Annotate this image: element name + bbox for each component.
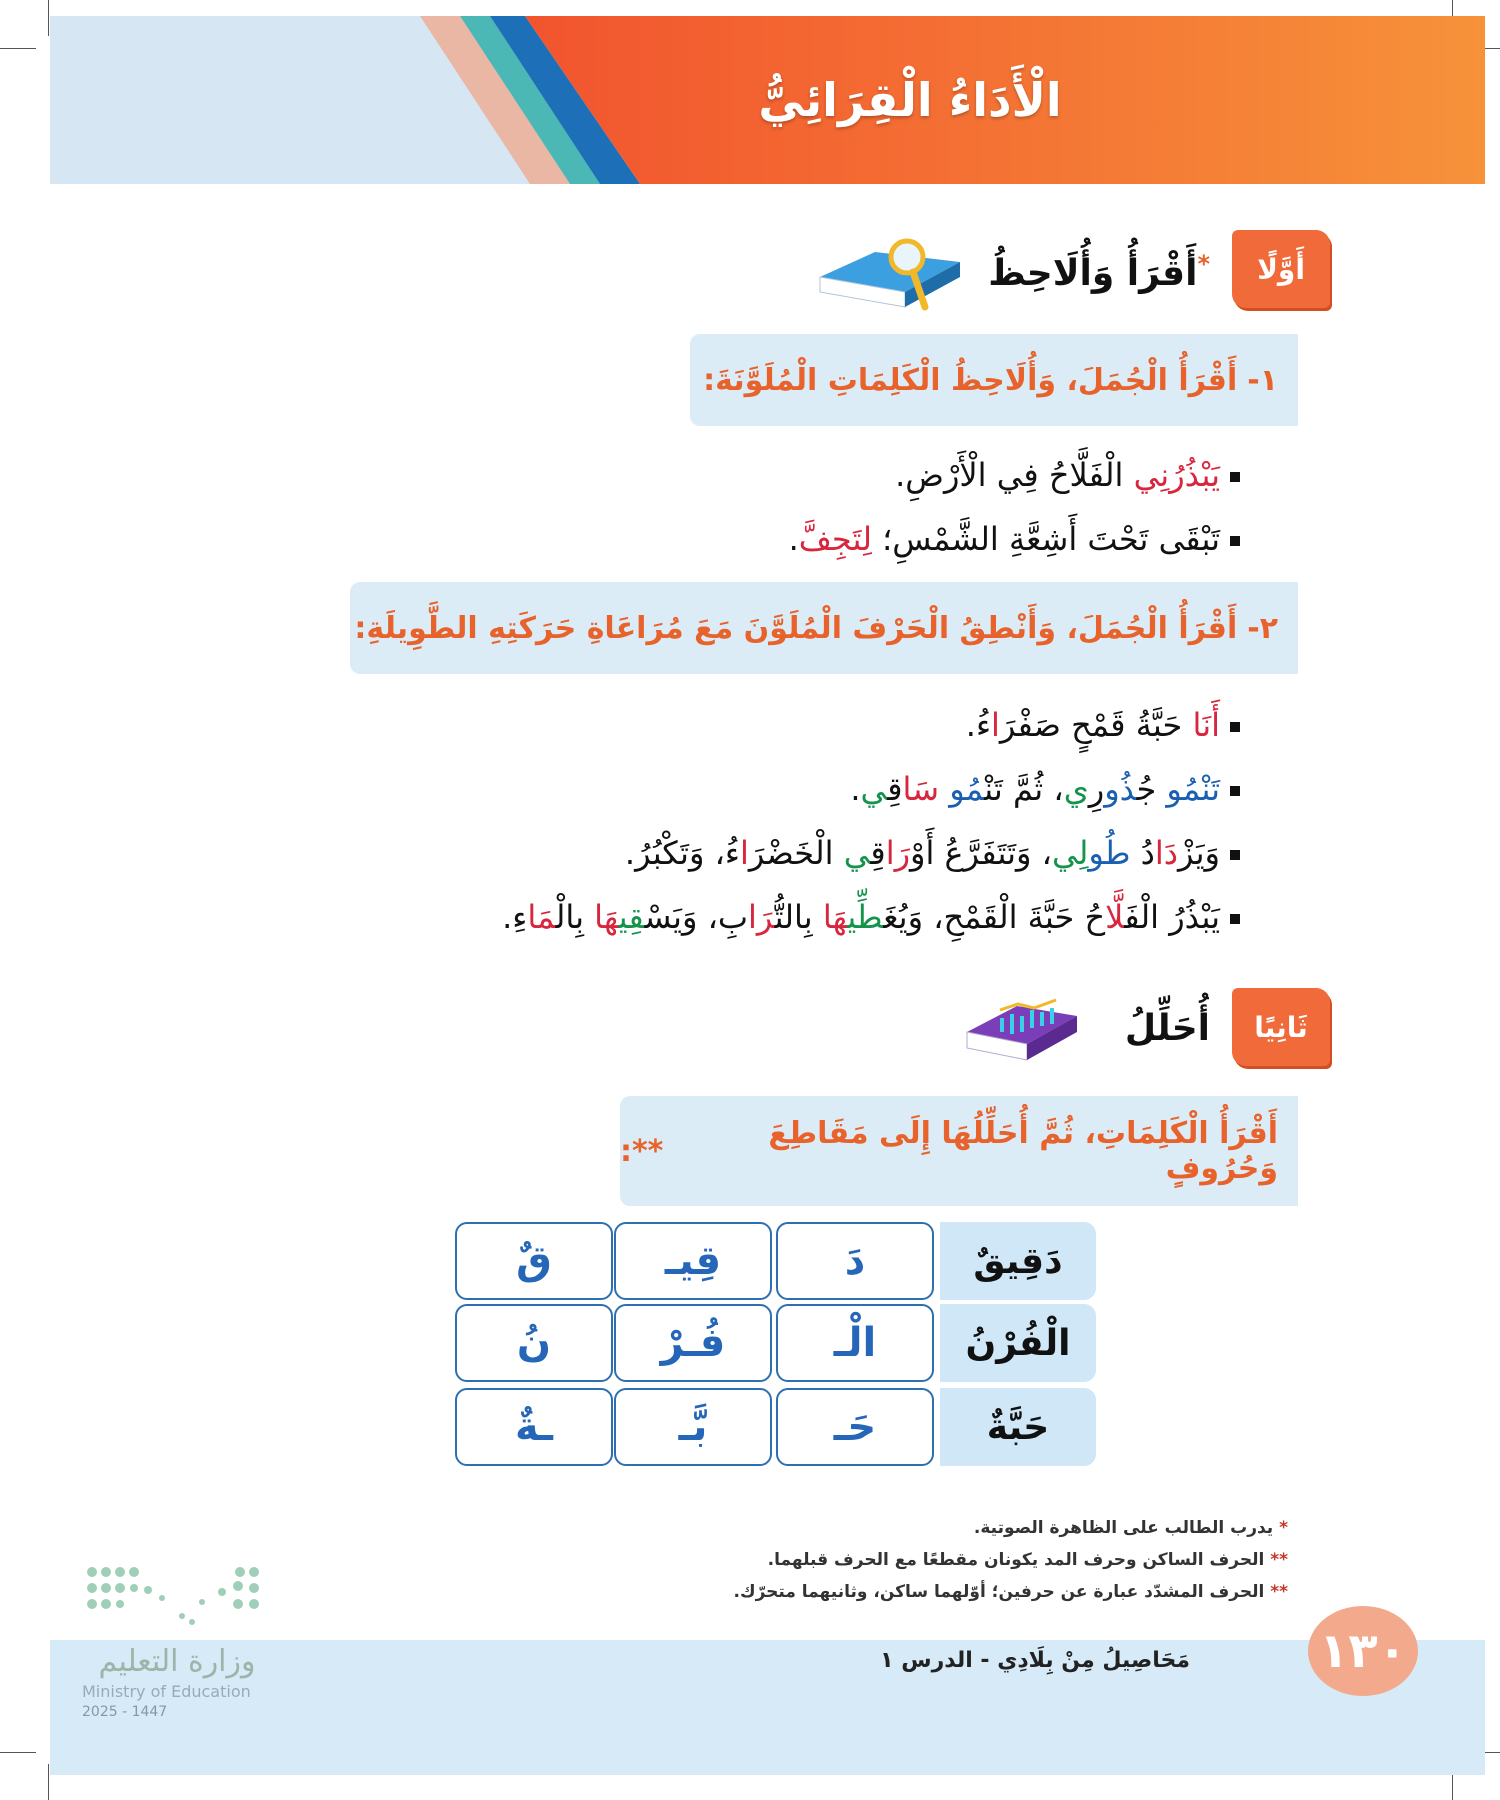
instruction-q2: [350, 582, 1298, 674]
footnote: [768, 1550, 1288, 1570]
section-tag-first: أَوَّلًا: [1232, 230, 1330, 308]
crop-mark: [48, 1764, 49, 1800]
sentence-item: [850, 770, 1240, 808]
highlighted-text: هَا: [822, 898, 848, 936]
footnote: [734, 1582, 1288, 1602]
sentence-text: جُ: [1136, 770, 1167, 808]
sentence-text: وَيَزْ: [1177, 834, 1220, 872]
highlighted-text: ا: [990, 706, 1000, 744]
sentence-text: الْخَضْرَ: [748, 834, 844, 872]
sentence-text: حَبَّةُ قَمْحٍ صَفْرَ: [999, 706, 1193, 744]
highlighted-text: مَا: [527, 898, 556, 936]
sentence-text: دُ: [1130, 834, 1155, 872]
highlighted-text: لَّا: [1105, 898, 1125, 936]
syllable-cell: حَـ: [776, 1388, 934, 1466]
syllable-cell: قِيـ: [614, 1222, 772, 1300]
title-mark: *: [1197, 250, 1210, 278]
sentence-item: [625, 834, 1240, 872]
highlighted-text: طِّي: [847, 898, 884, 936]
bullet-icon: [1230, 722, 1240, 732]
sentence-text: تَبْقَى تَحْتَ أَشِعَّةِ الشَّمْسِ؛: [871, 520, 1220, 558]
highlighted-text: دَا: [1154, 834, 1178, 872]
highlighted-text: ي: [860, 770, 888, 808]
sentence-item: [966, 706, 1240, 744]
sentence-text: ءُ.: [965, 706, 991, 744]
highlighted-text: تَنْمُو: [1166, 770, 1220, 808]
section-tag-second: ثَانِيًا: [1232, 988, 1330, 1066]
book-magnifier-icon: [815, 232, 965, 317]
footnote-mark: *: [1273, 1518, 1288, 1538]
q1-number: ١-: [1247, 362, 1278, 398]
sentence-text: بِ، وَيَسْ: [644, 898, 749, 936]
book-chart-icon: [962, 992, 1082, 1072]
ministry-name-en: Ministry of Education: [82, 1682, 251, 1701]
analyze-text: أَقْرَأُ الْكَلِمَاتِ، ثُمَّ أُحَلِّلُهَا إِلَى مَقَاطِعَ وَحُرُوفٍ: [768, 1116, 1278, 1186]
ministry-logo-dots: [82, 1562, 272, 1632]
syllable-cell: فُـرْ: [614, 1304, 772, 1382]
page-number: ١٣٠: [1308, 1606, 1418, 1696]
sentence-text: قِ: [887, 770, 903, 808]
footnote-mark: **: [1264, 1550, 1288, 1570]
syllable-cell: بَّـ: [614, 1388, 772, 1466]
crop-mark: [0, 1752, 36, 1753]
sentence-text: قِ: [870, 834, 886, 872]
sentence-item: [789, 520, 1240, 558]
sentence-text: ، ثُمَّ تَنْ: [984, 770, 1064, 808]
crop-mark: [48, 0, 49, 36]
highlighted-text: لِتَجِفَّ: [798, 520, 872, 558]
footnote-text: يدرب الطالب على الظاهرة الصوتية.: [973, 1518, 1274, 1538]
highlighted-text: رَا: [748, 898, 775, 936]
highlighted-text: رَا: [885, 834, 911, 872]
footnote-text: الحرف الساكن وحرف المد يكونان مقطعًا مع الحرف قبلهما.: [767, 1550, 1265, 1570]
page-header: [50, 16, 1485, 184]
highlighted-text: هَا: [594, 898, 619, 936]
highlighted-text: ا: [739, 834, 749, 872]
bullet-icon: [1230, 536, 1240, 546]
sentence-text: الْفَلَّاحُ فِي الْأَرْضِ.: [895, 456, 1134, 494]
highlighted-text: مُو: [949, 770, 985, 808]
bullet-icon: [1230, 786, 1240, 796]
title-text: أَقْرَأُ وَأُلَاحِظُ: [988, 253, 1198, 294]
sentence-text: [939, 770, 949, 808]
sentence-text: .: [850, 770, 861, 808]
syllable-cell: قٌ: [455, 1222, 613, 1300]
highlighted-text: لِي: [1052, 834, 1089, 872]
sentence-text: رِ: [1088, 770, 1105, 808]
crop-mark: [0, 48, 36, 49]
section-title-analyze: أُحَلِّلُ: [1124, 1008, 1210, 1049]
highlighted-text: قِي: [618, 898, 645, 936]
instruction-analyze: [620, 1096, 1298, 1206]
q2-number: ٢-: [1247, 610, 1278, 646]
ministry-name-ar: وزارة التعليم: [98, 1644, 256, 1679]
table-word: حَبَّةٌ: [940, 1388, 1096, 1466]
q1-text: أَقْرَأُ الْجُمَلَ، وَأُلَاحِظُ الْكَلِمَاتِ الْمُلَوَّنَةَ:: [703, 362, 1238, 398]
footnote-mark: **: [1264, 1582, 1288, 1602]
footnote-text: الحرف المشدّد عبارة عن حرفين؛ أوّلهما ساكن، وثانيهما متحرّك.: [733, 1582, 1265, 1602]
section-title-read-observe: [960, 250, 1210, 294]
sentence-text: ، وَتَتَفَرَّعُ أَوْ: [910, 834, 1052, 872]
page-title: الْأَدَاءُ الْقِرَائِيُّ: [758, 73, 1062, 127]
sentence-text: ءُ، وَتَكْبُرُ.: [624, 834, 740, 872]
syllable-cell: نُ: [455, 1304, 613, 1382]
instruction-q1: [690, 334, 1298, 426]
sentence-item: [502, 898, 1240, 936]
edition-year: 2025 - 1447: [82, 1704, 168, 1720]
syllable-cell: ـةٌ: [455, 1388, 613, 1466]
sentence-text: بِالتُّ: [774, 898, 823, 936]
bullet-icon: [1230, 914, 1240, 924]
highlighted-text: يَبْذُرُنِي: [1133, 456, 1220, 494]
highlighted-text: أَنَا: [1192, 706, 1220, 744]
sentence-item: [895, 456, 1240, 494]
sentence-text: حُ حَبَّةَ الْقَمْحِ، وَيُغَ: [883, 898, 1106, 936]
sentence-text: بِالْ: [555, 898, 595, 936]
highlighted-text: سَا: [902, 770, 940, 808]
lesson-label: مَحَاصِيلُ مِنْ بِلَادِي - الدرس ١: [880, 1648, 1190, 1673]
highlighted-text: ذُو: [1104, 770, 1137, 808]
table-word: الْفُرْنُ: [940, 1304, 1096, 1382]
sentence-text: .: [788, 520, 799, 558]
q2-text: أَقْرَأُ الْجُمَلَ، وَأَنْطِقُ الْحَرْفَ الْمُلَوَّنَ مَعَ مُرَاعَاةِ حَرَكَتِهِ الطَّوِيلَةِ:: [354, 610, 1238, 646]
sentence-text: يَبْذُرُ الْفَ: [1124, 898, 1220, 936]
analyze-mark: **:: [620, 1133, 664, 1169]
syllable-cell: الْـ: [776, 1304, 934, 1382]
table-word: دَقِيقٌ: [940, 1222, 1096, 1300]
bullet-icon: [1230, 472, 1240, 482]
sentence-text: ءِ.: [502, 898, 528, 936]
highlighted-text: طُو: [1088, 834, 1131, 872]
syllable-cell: دَ: [776, 1222, 934, 1300]
footnote: [974, 1518, 1288, 1538]
highlighted-text: ي: [1063, 770, 1089, 808]
highlighted-text: ي: [843, 834, 871, 872]
bullet-icon: [1230, 850, 1240, 860]
